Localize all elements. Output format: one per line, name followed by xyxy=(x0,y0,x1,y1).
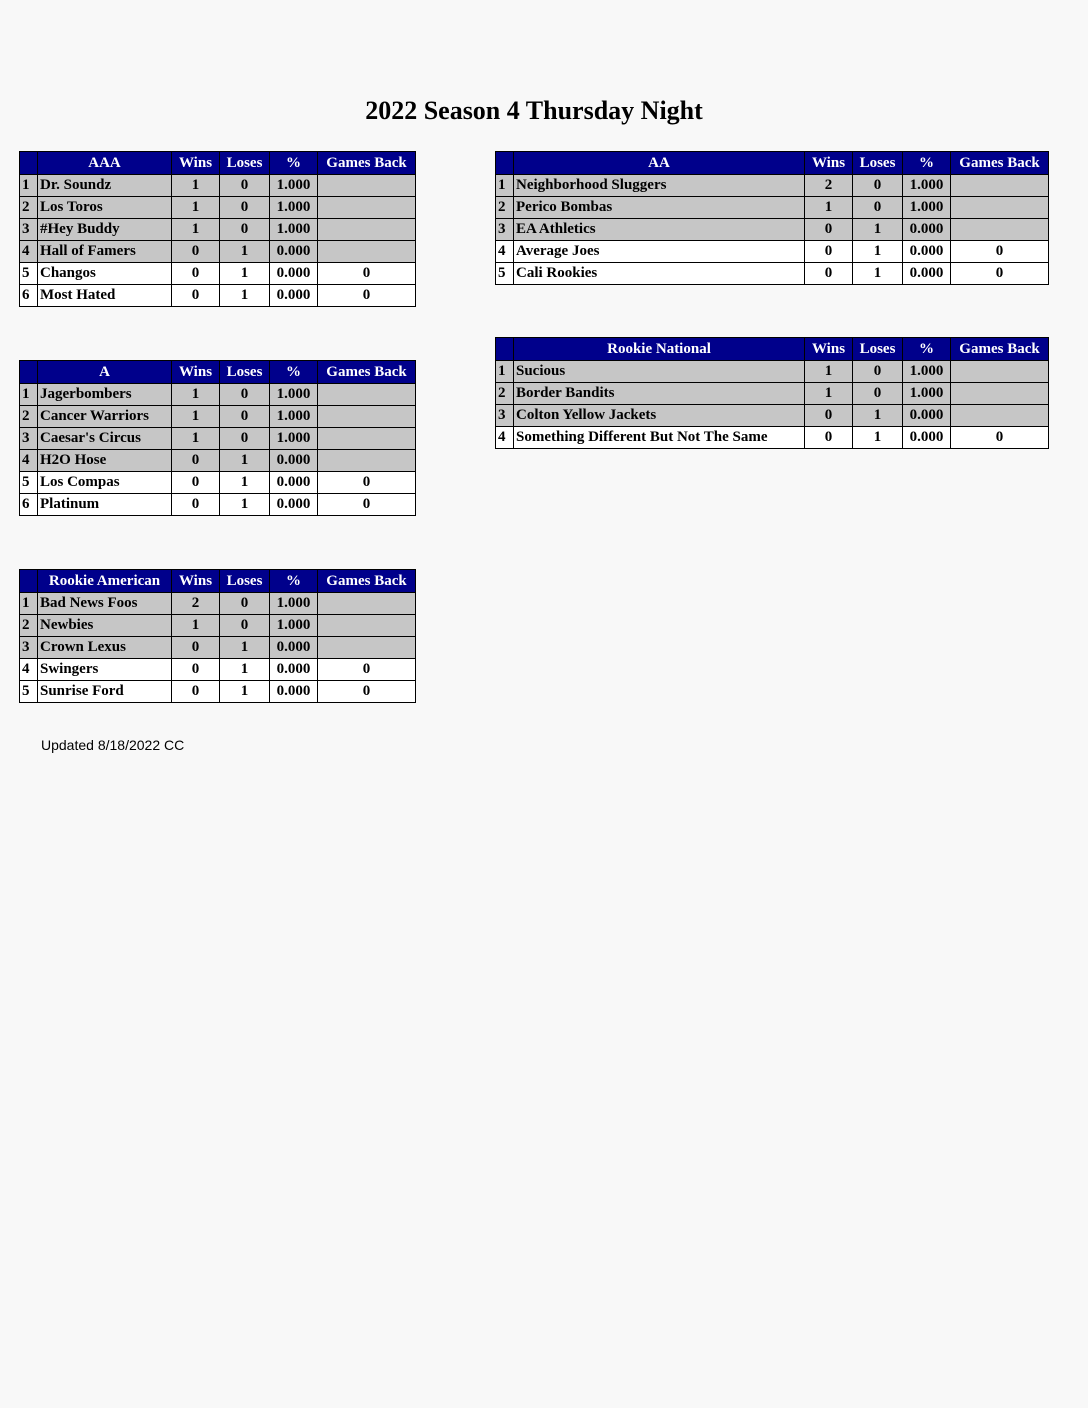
loses-cell: 1 xyxy=(220,263,270,285)
wins-cell: 0 xyxy=(172,681,220,703)
team-name-cell: Colton Yellow Jackets xyxy=(514,405,805,427)
team-name-cell: Dr. Soundz xyxy=(38,175,172,197)
games-back-cell xyxy=(951,361,1049,383)
pct-header: % xyxy=(270,361,318,384)
games-back-cell xyxy=(318,593,416,615)
games-back-header: Games Back xyxy=(318,152,416,175)
pct-header: % xyxy=(903,338,951,361)
team-header: AA xyxy=(514,152,805,175)
rank-cell: 1 xyxy=(496,175,514,197)
loses-cell: 0 xyxy=(220,384,270,406)
table-row xyxy=(496,427,1049,449)
wins-cell: 1 xyxy=(172,428,220,450)
pct-cell: 1.000 xyxy=(270,615,318,637)
wins-cell: 0 xyxy=(172,659,220,681)
loses-cell: 1 xyxy=(853,405,903,427)
table-row xyxy=(20,637,416,659)
loses-cell: 1 xyxy=(853,427,903,449)
table-row xyxy=(20,197,416,219)
wins-cell: 1 xyxy=(172,384,220,406)
rank-cell: 2 xyxy=(20,406,38,428)
rank-cell: 3 xyxy=(20,219,38,241)
table-row xyxy=(20,285,416,307)
wins-header: Wins xyxy=(805,152,853,175)
team-name-cell: Hall of Famers xyxy=(38,241,172,263)
table-row xyxy=(496,263,1049,285)
wins-cell: 0 xyxy=(172,263,220,285)
pct-cell: 1.000 xyxy=(270,384,318,406)
table-row xyxy=(20,175,416,197)
games-back-cell: 0 xyxy=(318,494,416,516)
loses-cell: 0 xyxy=(853,361,903,383)
loses-cell: 0 xyxy=(220,593,270,615)
pct-header: % xyxy=(270,152,318,175)
pct-cell: 1.000 xyxy=(903,361,951,383)
games-back-cell xyxy=(318,384,416,406)
rank-header xyxy=(20,361,38,384)
team-header: Rookie American xyxy=(38,570,172,593)
table-row xyxy=(496,241,1049,263)
wins-cell: 1 xyxy=(805,197,853,219)
loses-cell: 1 xyxy=(853,241,903,263)
games-back-cell: 0 xyxy=(951,427,1049,449)
rank-cell: 4 xyxy=(20,659,38,681)
standings-table-aa xyxy=(495,151,1049,285)
pct-cell: 1.000 xyxy=(903,383,951,405)
wins-cell: 0 xyxy=(172,472,220,494)
games-back-cell xyxy=(951,219,1049,241)
page-title: 2022 Season 4 Thursday Night xyxy=(365,96,703,125)
loses-cell: 0 xyxy=(220,428,270,450)
pct-cell: 0.000 xyxy=(270,450,318,472)
loses-cell: 0 xyxy=(853,175,903,197)
rank-header xyxy=(20,570,38,593)
table-row xyxy=(20,615,416,637)
table-row xyxy=(20,593,416,615)
games-back-cell xyxy=(951,175,1049,197)
table-header-row xyxy=(20,361,416,384)
team-name-cell: EA Athletics xyxy=(514,219,805,241)
table-row xyxy=(20,384,416,406)
wins-cell: 0 xyxy=(172,637,220,659)
table-header-row xyxy=(20,570,416,593)
loses-cell: 1 xyxy=(853,219,903,241)
games-back-cell xyxy=(951,383,1049,405)
rank-cell: 2 xyxy=(20,197,38,219)
wins-cell: 1 xyxy=(172,197,220,219)
wins-cell: 0 xyxy=(805,427,853,449)
pct-header: % xyxy=(903,152,951,175)
table-row xyxy=(496,405,1049,427)
table-row xyxy=(20,241,416,263)
games-back-cell: 0 xyxy=(318,285,416,307)
rank-cell: 3 xyxy=(20,428,38,450)
team-name-cell: Cali Rookies xyxy=(514,263,805,285)
pct-header: % xyxy=(270,570,318,593)
table-row xyxy=(20,263,416,285)
team-name-cell: Something Different But Not The Same xyxy=(514,427,805,449)
games-back-header: Games Back xyxy=(318,570,416,593)
pct-cell: 1.000 xyxy=(270,175,318,197)
pct-cell: 1.000 xyxy=(903,197,951,219)
pct-cell: 0.000 xyxy=(270,637,318,659)
loses-cell: 1 xyxy=(220,285,270,307)
games-back-cell: 0 xyxy=(951,241,1049,263)
table-row xyxy=(20,450,416,472)
rank-header xyxy=(496,152,514,175)
loses-cell: 1 xyxy=(220,659,270,681)
rank-cell: 2 xyxy=(496,383,514,405)
pct-cell: 0.000 xyxy=(270,285,318,307)
team-name-cell: Changos xyxy=(38,263,172,285)
team-header: A xyxy=(38,361,172,384)
pct-cell: 1.000 xyxy=(903,175,951,197)
team-name-cell: Los Toros xyxy=(38,197,172,219)
pct-cell: 0.000 xyxy=(270,263,318,285)
standings-table-aaa xyxy=(19,151,416,307)
wins-header: Wins xyxy=(172,152,220,175)
table-header-row xyxy=(496,338,1049,361)
rank-cell: 4 xyxy=(20,241,38,263)
team-name-cell: Los Compas xyxy=(38,472,172,494)
games-back-cell xyxy=(318,406,416,428)
table-row xyxy=(20,406,416,428)
wins-cell: 0 xyxy=(172,241,220,263)
loses-cell: 0 xyxy=(220,406,270,428)
team-name-cell: Sucious xyxy=(514,361,805,383)
games-back-header: Games Back xyxy=(951,338,1049,361)
team-name-cell: Most Hated xyxy=(38,285,172,307)
wins-cell: 2 xyxy=(805,175,853,197)
table-row xyxy=(20,219,416,241)
standings-table-rookie-american xyxy=(19,569,416,703)
rank-header xyxy=(496,338,514,361)
team-name-cell: Perico Bombas xyxy=(514,197,805,219)
rank-cell: 1 xyxy=(20,384,38,406)
team-name-cell: #Hey Buddy xyxy=(38,219,172,241)
team-name-cell: Sunrise Ford xyxy=(38,681,172,703)
table-row xyxy=(496,361,1049,383)
loses-cell: 0 xyxy=(220,197,270,219)
rank-cell: 1 xyxy=(496,361,514,383)
loses-cell: 1 xyxy=(220,637,270,659)
loses-cell: 1 xyxy=(853,263,903,285)
pct-cell: 0.000 xyxy=(270,681,318,703)
rank-cell: 2 xyxy=(496,197,514,219)
rank-header xyxy=(20,152,38,175)
wins-header: Wins xyxy=(172,361,220,384)
rank-cell: 6 xyxy=(20,494,38,516)
rank-cell: 3 xyxy=(496,219,514,241)
wins-cell: 0 xyxy=(172,450,220,472)
games-back-cell xyxy=(318,428,416,450)
games-back-cell: 0 xyxy=(318,263,416,285)
wins-cell: 1 xyxy=(805,361,853,383)
team-name-cell: Bad News Foos xyxy=(38,593,172,615)
wins-cell: 0 xyxy=(172,494,220,516)
team-name-cell: Border Bandits xyxy=(514,383,805,405)
team-name-cell: Average Joes xyxy=(514,241,805,263)
games-back-cell xyxy=(318,241,416,263)
wins-cell: 2 xyxy=(172,593,220,615)
pct-cell: 1.000 xyxy=(270,197,318,219)
table-row xyxy=(20,659,416,681)
wins-cell: 0 xyxy=(805,219,853,241)
rank-cell: 5 xyxy=(20,681,38,703)
wins-cell: 0 xyxy=(805,405,853,427)
games-back-header: Games Back xyxy=(951,152,1049,175)
wins-header: Wins xyxy=(172,570,220,593)
wins-cell: 1 xyxy=(172,615,220,637)
rank-cell: 4 xyxy=(496,241,514,263)
games-back-cell: 0 xyxy=(318,681,416,703)
rank-cell: 3 xyxy=(496,405,514,427)
table-row xyxy=(20,494,416,516)
wins-cell: 1 xyxy=(172,406,220,428)
rank-cell: 5 xyxy=(496,263,514,285)
rank-cell: 4 xyxy=(496,427,514,449)
table-row xyxy=(496,219,1049,241)
wins-cell: 0 xyxy=(805,263,853,285)
pct-cell: 0.000 xyxy=(903,241,951,263)
loses-header: Loses xyxy=(853,152,903,175)
team-name-cell: Neighborhood Sluggers xyxy=(514,175,805,197)
pct-cell: 0.000 xyxy=(903,263,951,285)
team-name-cell: H2O Hose xyxy=(38,450,172,472)
loses-header: Loses xyxy=(220,570,270,593)
table-row xyxy=(20,428,416,450)
games-back-cell xyxy=(318,219,416,241)
loses-cell: 1 xyxy=(220,681,270,703)
standings-table-a xyxy=(19,360,416,516)
rank-cell: 5 xyxy=(20,263,38,285)
games-back-cell xyxy=(951,405,1049,427)
team-header: Rookie National xyxy=(514,338,805,361)
wins-cell: 0 xyxy=(172,285,220,307)
games-back-cell xyxy=(951,197,1049,219)
loses-cell: 0 xyxy=(220,175,270,197)
team-name-cell: Cancer Warriors xyxy=(38,406,172,428)
loses-cell: 0 xyxy=(220,219,270,241)
loses-cell: 0 xyxy=(853,383,903,405)
team-name-cell: Jagerbombers xyxy=(38,384,172,406)
games-back-cell: 0 xyxy=(318,472,416,494)
loses-cell: 1 xyxy=(220,241,270,263)
table-header-row xyxy=(20,152,416,175)
games-back-cell xyxy=(318,615,416,637)
wins-cell: 0 xyxy=(805,241,853,263)
wins-cell: 1 xyxy=(172,175,220,197)
updated-note: Updated 8/18/2022 CC xyxy=(41,737,185,753)
pct-cell: 0.000 xyxy=(270,659,318,681)
loses-cell: 0 xyxy=(853,197,903,219)
table-header-row xyxy=(496,152,1049,175)
table-row xyxy=(496,383,1049,405)
games-back-cell: 0 xyxy=(951,263,1049,285)
pct-cell: 1.000 xyxy=(270,219,318,241)
rank-cell: 1 xyxy=(20,593,38,615)
team-header: AAA xyxy=(38,152,172,175)
pct-cell: 0.000 xyxy=(903,219,951,241)
loses-cell: 1 xyxy=(220,472,270,494)
team-name-cell: Newbies xyxy=(38,615,172,637)
loses-cell: 1 xyxy=(220,494,270,516)
table-row xyxy=(496,197,1049,219)
team-name-cell: Platinum xyxy=(38,494,172,516)
team-name-cell: Crown Lexus xyxy=(38,637,172,659)
standings-table-rookie-national xyxy=(495,337,1049,449)
pct-cell: 0.000 xyxy=(903,427,951,449)
rank-cell: 1 xyxy=(20,175,38,197)
wins-cell: 1 xyxy=(172,219,220,241)
games-back-cell xyxy=(318,175,416,197)
team-name-cell: Swingers xyxy=(38,659,172,681)
games-back-cell xyxy=(318,450,416,472)
games-back-cell xyxy=(318,197,416,219)
pct-cell: 0.000 xyxy=(270,494,318,516)
pct-cell: 1.000 xyxy=(270,593,318,615)
pct-cell: 0.000 xyxy=(270,472,318,494)
loses-header: Loses xyxy=(220,152,270,175)
loses-header: Loses xyxy=(220,361,270,384)
wins-header: Wins xyxy=(805,338,853,361)
games-back-cell xyxy=(318,637,416,659)
rank-cell: 3 xyxy=(20,637,38,659)
games-back-cell: 0 xyxy=(318,659,416,681)
wins-cell: 1 xyxy=(805,383,853,405)
table-row xyxy=(20,681,416,703)
pct-cell: 0.000 xyxy=(270,241,318,263)
table-row xyxy=(496,175,1049,197)
rank-cell: 4 xyxy=(20,450,38,472)
table-row xyxy=(20,472,416,494)
pct-cell: 0.000 xyxy=(903,405,951,427)
games-back-header: Games Back xyxy=(318,361,416,384)
loses-cell: 1 xyxy=(220,450,270,472)
loses-cell: 0 xyxy=(220,615,270,637)
loses-header: Loses xyxy=(853,338,903,361)
pct-cell: 1.000 xyxy=(270,406,318,428)
team-name-cell: Caesar's Circus xyxy=(38,428,172,450)
rank-cell: 6 xyxy=(20,285,38,307)
rank-cell: 5 xyxy=(20,472,38,494)
pct-cell: 1.000 xyxy=(270,428,318,450)
rank-cell: 2 xyxy=(20,615,38,637)
